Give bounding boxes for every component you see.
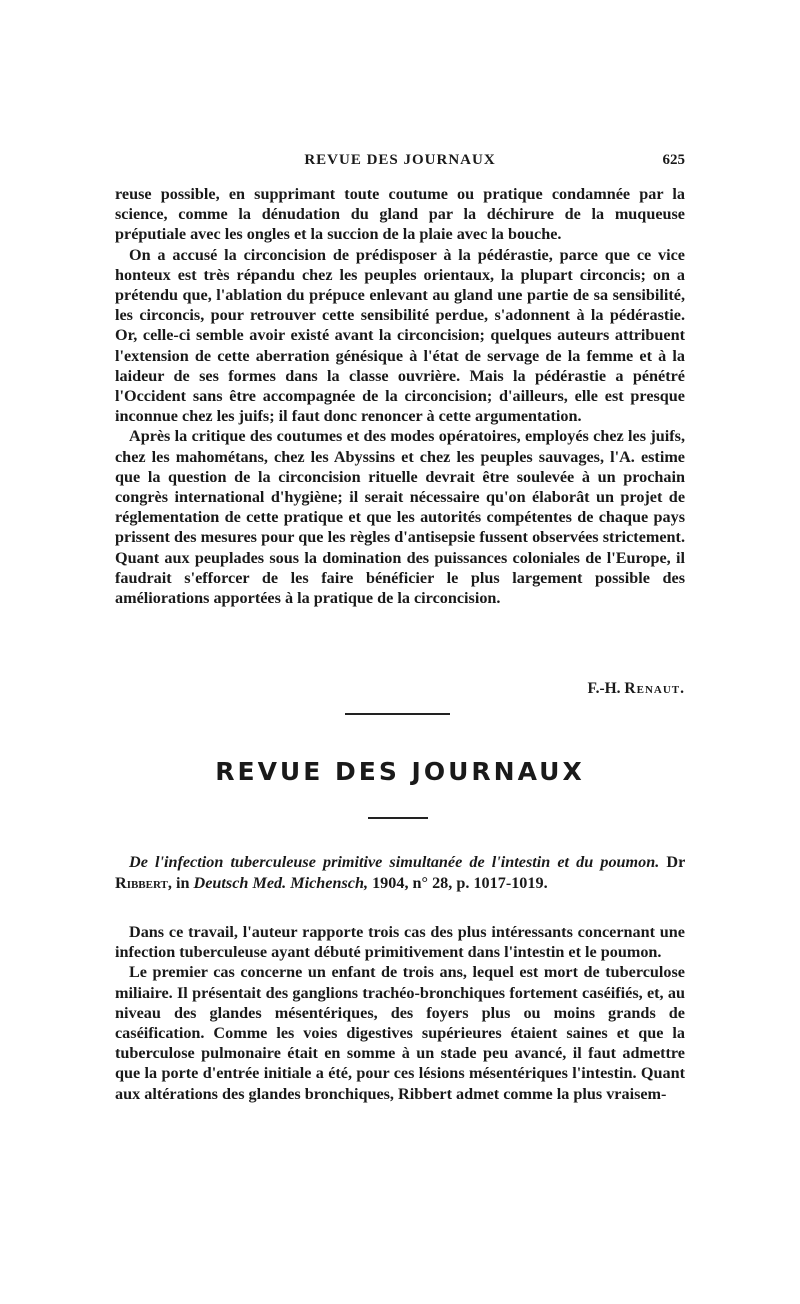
paragraph: Après la critique des coutumes et des modes opératoires, employés chez les juifs, chez les mahométans, chez les Abyssins et chez les peuples sauvages, l'A. estime que la question de la circoncision rituelle devrait être soulevée à un prochain congrès international d'hygiène; il serait nécessaire qu'on élaborât un projet de réglementation de cette pratique et que les autorités compétentes de chaque pays prissent des mesures pour que les règles d'antisepsie fussent observées strictement. Quant aux peuplades sous la domination des puissances coloniales de l'Europe, il faudrait s'efforcer de les faire bénéficier le plus largement possible des améliorations apportées à la pratique de la circoncision.	[115, 427, 685, 608]
section-heading: REVUE DES JOURNAUX	[215, 757, 585, 786]
second-article-body	[115, 922, 685, 1104]
signature-name: Renaut.	[624, 680, 685, 697]
article-title: De l'infection tuberculeuse primitive simultanée de l'intestin et du poumon.	[129, 853, 660, 871]
first-article-body	[115, 184, 685, 608]
journal-name: Deutsch Med. Michensch,	[193, 873, 369, 892]
paragraph: reuse possible, en supprimant toute coutume ou pratique condamnée par la science, comme la dénudation du gland par la déchirure de la muqueuse préputiale avec les ongles et la succion de la plaie avec la bouche.	[115, 185, 685, 244]
author-name: Ribbert,	[115, 873, 172, 892]
signature-initials: F.-H.	[587, 680, 621, 697]
section-divider	[345, 713, 450, 715]
running-title: REVUE DES JOURNAUX	[304, 152, 496, 168]
paragraph: Le premier cas concerne un enfant de trois ans, lequel est mort de tuberculose miliaire. Il présentait des ganglions trachéo-bronchiques fortement caséifiés, et, au niveau des glandes mésentériques, des foyers plus ou moins grands de caséification. Comme les voies digestives supérieures étaient saines et que la tuberculose pulmonaire était en somme à un stade peu avancé, il faut admettre que la porte d'entrée initiale a été, pour ces lésions mésentériques l'intestin. Quant aux altérations des glandes bronchiques, Ribbert admet comme la plus vraisem-	[115, 963, 685, 1103]
page-number: 625	[662, 152, 685, 168]
paragraph: On a accusé la circoncision de prédisposer à la pédérastie, parce que ce vice honteux est très répandu chez les peuples orientaux, la plupart circoncis; on a prétendu que, l'ablation du prépuce enlevant au gland une partie de sa sensibilité, les circoncis, pour retrouver cette sensibilité perdue, s'adonnent à la pédérastie. Or, celle-ci semble avoir existé avant la circoncision; quelques auteurs attribuent l'extension de cette aberration génésique à l'état de servage de la femme et à la laideur de ses formes dans la classe ouvrière. Mais la pédérastie a pénétré l'Occident sans être accompagnée de la circoncision; d'ailleurs, elle est presque inconnue chez les juifs; il faut donc renoncer à cette argumentation.	[115, 245, 685, 426]
in-word: in	[175, 873, 190, 892]
citation-details: 1904, n° 28, p. 1017-1019.	[372, 873, 548, 892]
article-citation	[115, 852, 685, 893]
running-head	[115, 152, 685, 174]
author-signature	[588, 680, 685, 698]
heading-rule	[368, 817, 428, 819]
paragraph: Dans ce travail, l'auteur rapporte trois cas des plus intéressants concernant une infection tuberculeuse ayant débuté primitivement dans l'intestin et le poumon.	[115, 923, 685, 962]
author-prefix: Dr	[666, 853, 685, 871]
